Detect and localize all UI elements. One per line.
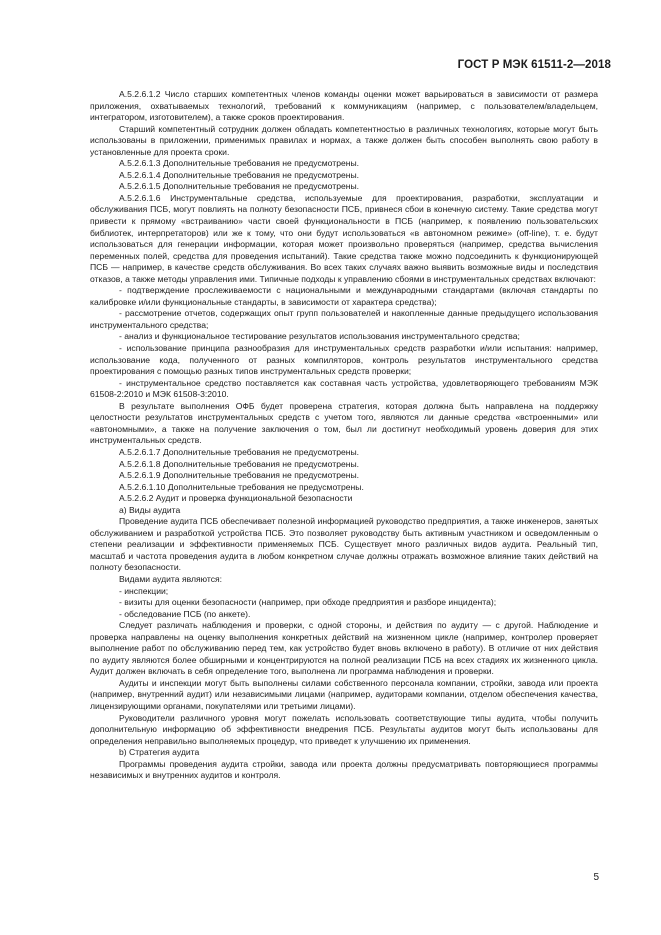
paragraph-audit-purpose: Проведение аудита ПСБ обеспечивает полезной информацией руководство предприятия, а также инженеров, занятых обслуживанием и разработкой устройства ПСБ. Это позволяет руководству быть активным участником и осведомленным о степени реализации и эффективности применяемых ПСБ. Существует много различных видов аудита. Реальный тип, масштаб и частота проведения аудита в любом конкретном случае должны отражать возможное влияние таких действий на полноту безопасности. <box>90 516 598 573</box>
paragraph-audits-inspections: Аудиты и инспекции могут быть выполнены силами собственного персонала компании, стройки, завода или проекта (например, внутренний аудит) или независимыми лицами (например, аудиторами компании, отделом обеспечения качества, лицензирующими органами, покупателями или третьими лицами). <box>90 677 598 711</box>
list-item: - использование принципа разнообразия для инструментальных средств разработки и/или испытания: например, использование кода, полученного от разных компиляторов, контроль результатов инструментального средства проектирования с помощью разных типов инструментальных средств проверки; <box>90 343 598 377</box>
paragraph-a526115: А.5.2.6.1.5 Дополнительные требования не предусмотрены. <box>119 181 360 192</box>
document-header: ГОСТ Р МЭК 61511-2—2018 <box>457 59 611 71</box>
paragraph-a526113: А.5.2.6.1.3 Дополнительные требования не предусмотрены. <box>119 158 360 169</box>
paragraph-a526118: А.5.2.6.1.8 Дополнительные требования не предусмотрены. <box>119 458 360 469</box>
paragraph-a526117: А.5.2.6.1.7 Дополнительные требования не предусмотрены. <box>119 446 360 457</box>
list-item: - рассмотрение отчетов, содержащих опыт групп пользователей и накопленные данные предыдущего использования инструментального средства; <box>90 308 598 330</box>
page-number: 5 <box>593 872 599 883</box>
subheading-audit-types: а) Виды аудита <box>119 504 181 515</box>
paragraph-a526116: А.5.2.6.1.6 Инструментальные средства, используемые для проектирования, разработки, эксплуатации и обслуживания ПСБ, могут повлиять на полноту безопасности ПСБ, привнеся сбои в конечную систему. Такие средства могут привести к прямому «встраиванию» части своей функциональности в ПСБ (например, к появлению пользовательских библиотек, интерпретаторов) или же к тому, что они будут использоваться «в автономном режиме» (off-line), т. е. будут использоваться для генерации информации, которая может произвольно проверяться (например, средства вычисления переменных полей, средства для проведения испытаний). Такие средства также можно подсоединить к функционирующей ПСБ — например, в качестве средств обслуживания. Во всех таких случаях важно выявить возможные виды и последствия отказов, а также методы управления ими. Типичные подходы к управлению сбоями в инструментальных средствах включают: <box>90 192 598 284</box>
paragraph-observation-vs-audit: Следует различать наблюдения и проверки, с одной стороны, и действия по аудиту — с другой. Наблюдение и проверка направлены на оценку выполнения конкретных действий на жизненном цикле (например, контролер проверяет выполнение работ по обслуживанию перед тем, как устройство будет вновь включено в работу). В отличие от них действия по аудиту являются более обширными и концентрируются на полной реализации ПСБ на всех стадиях их жизненного цикла. Аудит должен включать в себя определение того, выполнена ли программа наблюдения и проверки. <box>90 620 598 677</box>
document-body <box>90 89 598 782</box>
paragraph-a526112: А.5.2.6.1.2 Число старших компетентных членов команды оценки может варьироваться в зависимости от размера приложения, охватываемых технологий, требований к коммуникациям (например, с пользователем/владельцем, интегратором, изготовителем), а также сроков проектирования. <box>90 89 598 123</box>
list-item: - подтверждение прослеживаемости с национальными и международными стандартами (включая стандарты по калибровке и/или функциональные стандарты, в зависимости от характера средства); <box>90 285 598 307</box>
section-heading-a5262: А.5.2.6.2 Аудит и проверка функциональной безопасности <box>119 493 353 504</box>
paragraph-ofb-result: В результате выполнения ОФБ будет проверена стратегия, которая должна быть направлена на поддержку целостности результатов инструментальных средств с учетом того, являются ли данные средства «встроенными» или «автономными», а также на получение заключения о том, был ли достигнут необходимый уровень доверия для этих инструментальных средств. <box>90 400 598 446</box>
list-item: - инструментальное средство поставляется как составная часть устройства, удовлетворяющего требованиям МЭК 61508-2:2010 и МЭК 61508-3:2010. <box>90 377 598 400</box>
paragraph-a526114: А.5.2.6.1.4 Дополнительные требования не предусмотрены. <box>119 169 360 180</box>
paragraph-audit-programs: Программы проведения аудита стройки, завода или проекта должны предусматривать повторяющиеся программы независимых и внутренних аудитов и контроля. <box>90 758 598 781</box>
paragraph-a5261110: А.5.2.6.1.10 Дополнительные требования не предусмотрены. <box>119 481 364 492</box>
paragraph-a526119: А.5.2.6.1.9 Дополнительные требования не предусмотрены. <box>119 470 360 481</box>
list-item: - инспекции; <box>119 585 169 596</box>
paragraph-senior-employee: Старший компетентный сотрудник должен обладать компетентностью в различных технологиях, которые могут быть использованы в приложении, применимых правилах и нормах, а также должен быть способен выполнять свою работу в установленные для проекта сроки. <box>90 123 598 157</box>
subheading-audit-strategy: b) Стратегия аудита <box>119 747 200 758</box>
list-item: - визиты для оценки безопасности (например, при обходе предприятия и разборе инцидента); <box>119 597 497 608</box>
paragraph-audit-types-intro: Видами аудита являются: <box>119 573 223 584</box>
paragraph-managers: Руководители различного уровня могут пожелать использовать соответствующие типы аудита, чтобы получить дополнительную информацию об эффективности внедрения ПСБ. Результаты аудитов могут быть использованы для определения неправильно выполняемых процедур, что приведет к улучшению их применения. <box>90 712 598 746</box>
list-item: - обследование ПСБ (по анкете). <box>119 608 251 619</box>
list-item: - анализ и функциональное тестирование результатов использования инструментального средства; <box>119 331 520 342</box>
